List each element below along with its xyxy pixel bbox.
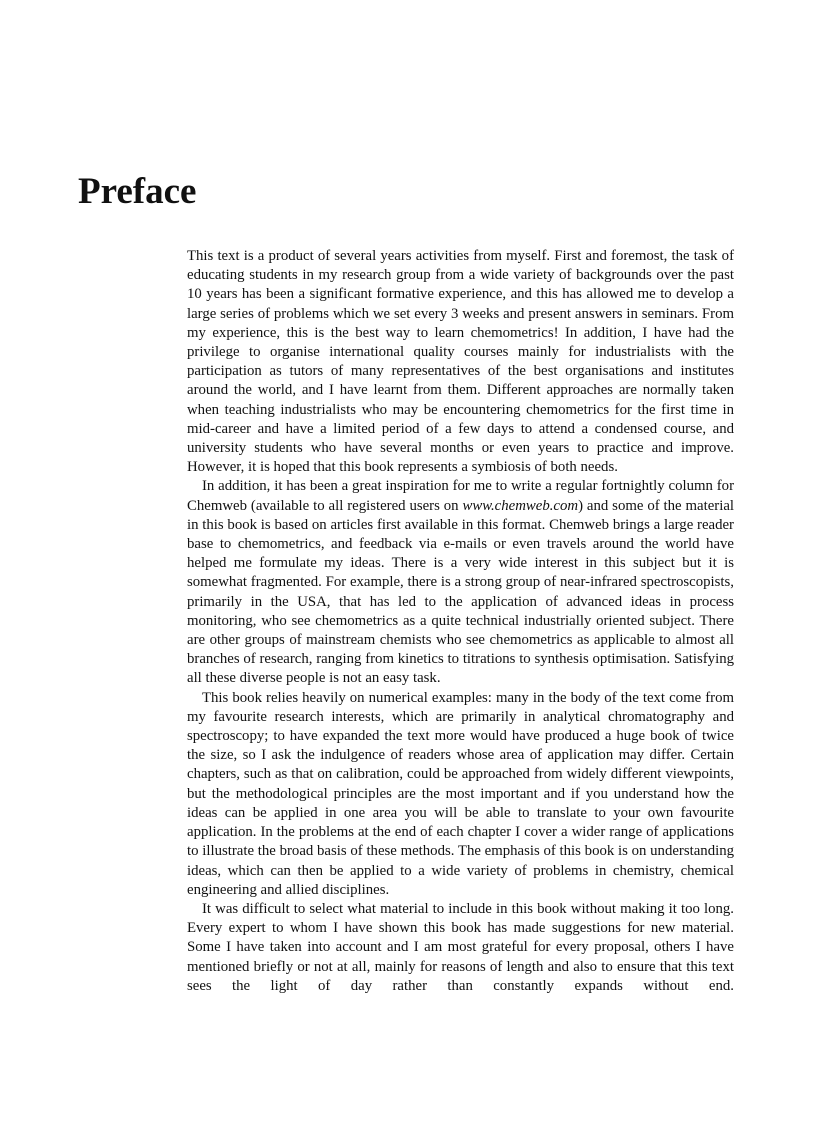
paragraph-2-text-start: In addition, it has been a great inspiration for me to write a regular fortnightly column for Chemweb (available to all registered users on — [187, 478, 734, 514]
paragraph-3-text: This book relies heavily on numerical examples: many in the body of the text come from my favourite research interests, which are primarily in analytical chromatography and spectroscopy; to have expanded the text more would have produced a huge book of twice the size, so I ask the indulgence of readers whose area of application may differ. Certain chapters, such as that on calibration, could be approached from widely different viewpoints, but the methodological principles are the most important and if you understand how the ideas can be applied in one area you will be able to translate to your own favourite application. In the problems at the end of each chapter I cover a wider range of applications to illustrate the broad basis of these methods. The emphasis of this book is on understanding ideas, which can then be applied to a wide variety of problems in chemistry, chemical engineering and allied disciplines. — [187, 689, 734, 898]
paragraph-4 — [187, 900, 734, 996]
paragraph-2-text-end: ) and some of the material in this book is based on articles first available in this format. Chemweb brings a large reader base to chemometrics, and feedback via e-mails or even travels around the world have helped me formulate my ideas. There is a very wide interest in this subject but it is somewhat fragmented. For example, there is a strong group of near-infrared spectroscopists, primarily in the USA, that has led to the application of advanced ideas in process monitoring, who see chemometrics as a quite technical industrially oriented subject. There are other groups of mainstream chemists who see chemometrics as applicable to almost all branches of research, ranging from kinetics to titrations to synthesis optimisation. Satisfying all these diverse people is not an easy task. — [187, 497, 734, 687]
paragraph-3 — [187, 689, 734, 900]
preface-body — [187, 247, 734, 996]
page-title: Preface — [78, 171, 197, 212]
paragraph-1 — [187, 247, 734, 477]
paragraph-2 — [187, 477, 734, 688]
paragraph-1-text: This text is a product of several years activities from myself. First and foremost, the task of educating students in my research group from a wide variety of backgrounds over the past 10 years has been a significant formative experience, and this has allowed me to develop a large series of problems which we set every 3 weeks and present answers in seminars. From my experience, this is the best way to learn chemometrics! In addition, I have had the privilege to organise international quality courses mainly for industrialists with the participation as tutors of many representatives of the best organisations and institutes around the world, and I have learnt from them. Different approaches are normally taken when teaching industrialists who may be encountering chemometrics for the first time in mid-career and have a limited period of a few days to attend a condensed course, and university students who have several months or even years to practice and improve. However, it is hoped that this book represents a symbiosis of both needs. — [187, 248, 734, 476]
paragraph-4-text: It was difficult to select what material to include in this book without making it too long. Every expert to whom I have shown this book has made suggestions for new material. Some I have taken into account and I am most grateful for every proposal, others I have mentioned briefly or not at all, mainly for reasons of length and also to ensure that this text sees the light of day rather than constantly expands without end. — [187, 900, 734, 994]
chemweb-url: www.chemweb.com — [462, 497, 579, 514]
